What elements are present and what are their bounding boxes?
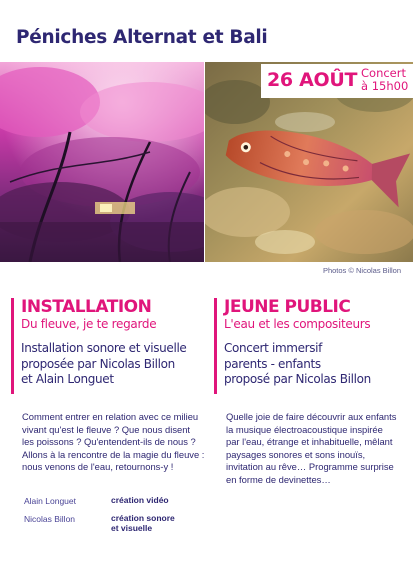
credit-name: Nicolas Billon bbox=[24, 514, 76, 524]
accent-bar bbox=[214, 298, 217, 394]
credit-role: création sonore et visuelle bbox=[111, 513, 175, 533]
credit-role: création vidéo bbox=[111, 495, 169, 505]
credit-name: Alain Longuet bbox=[24, 496, 76, 506]
jeune-public-body: Quelle joie de faire découvrir aux enfants la musique électroacoustique inspirée par l'eau, étrange et inhabituelle, mêlant paysages sonores et sons inouïs, invitation au rêve… Programme surprise en forme de devinettes… bbox=[226, 411, 397, 485]
jeune-public-heading: JEUNE PUBLIC bbox=[224, 297, 351, 317]
installation-heading: INSTALLATION bbox=[21, 297, 152, 317]
page-title: Péniches Alternat et Bali bbox=[16, 27, 268, 48]
installation-body: Comment entrer en relation avec ce milieu vivant qu'est le fleuve ? Que nous disent les poissons ? Qu'entendent-ils de nous ? Allons à la rencontre de la magie du fleuve : nous venons de l'eau, retournons-y ! bbox=[22, 411, 205, 473]
jeune-public-description: Concert immersif parents - enfants proposé par Nicolas Billon bbox=[224, 341, 371, 386]
installation-subheading: Du fleuve, je te regarde bbox=[21, 317, 157, 331]
event-date-badge bbox=[261, 64, 413, 98]
event-date: 26 AOÛT bbox=[267, 69, 358, 91]
installation-description: Installation sonore et visuelle proposée par Nicolas Billon et Alain Longuet bbox=[21, 341, 187, 386]
accent-bar bbox=[11, 298, 14, 394]
jeune-public-subheading: L'eau et les compositeurs bbox=[224, 317, 371, 331]
photo-credit: Photos © Nicolas Billon bbox=[322, 266, 401, 275]
photo-magenta-trees bbox=[0, 62, 204, 262]
event-time: Concert à 15h00 bbox=[361, 66, 409, 93]
